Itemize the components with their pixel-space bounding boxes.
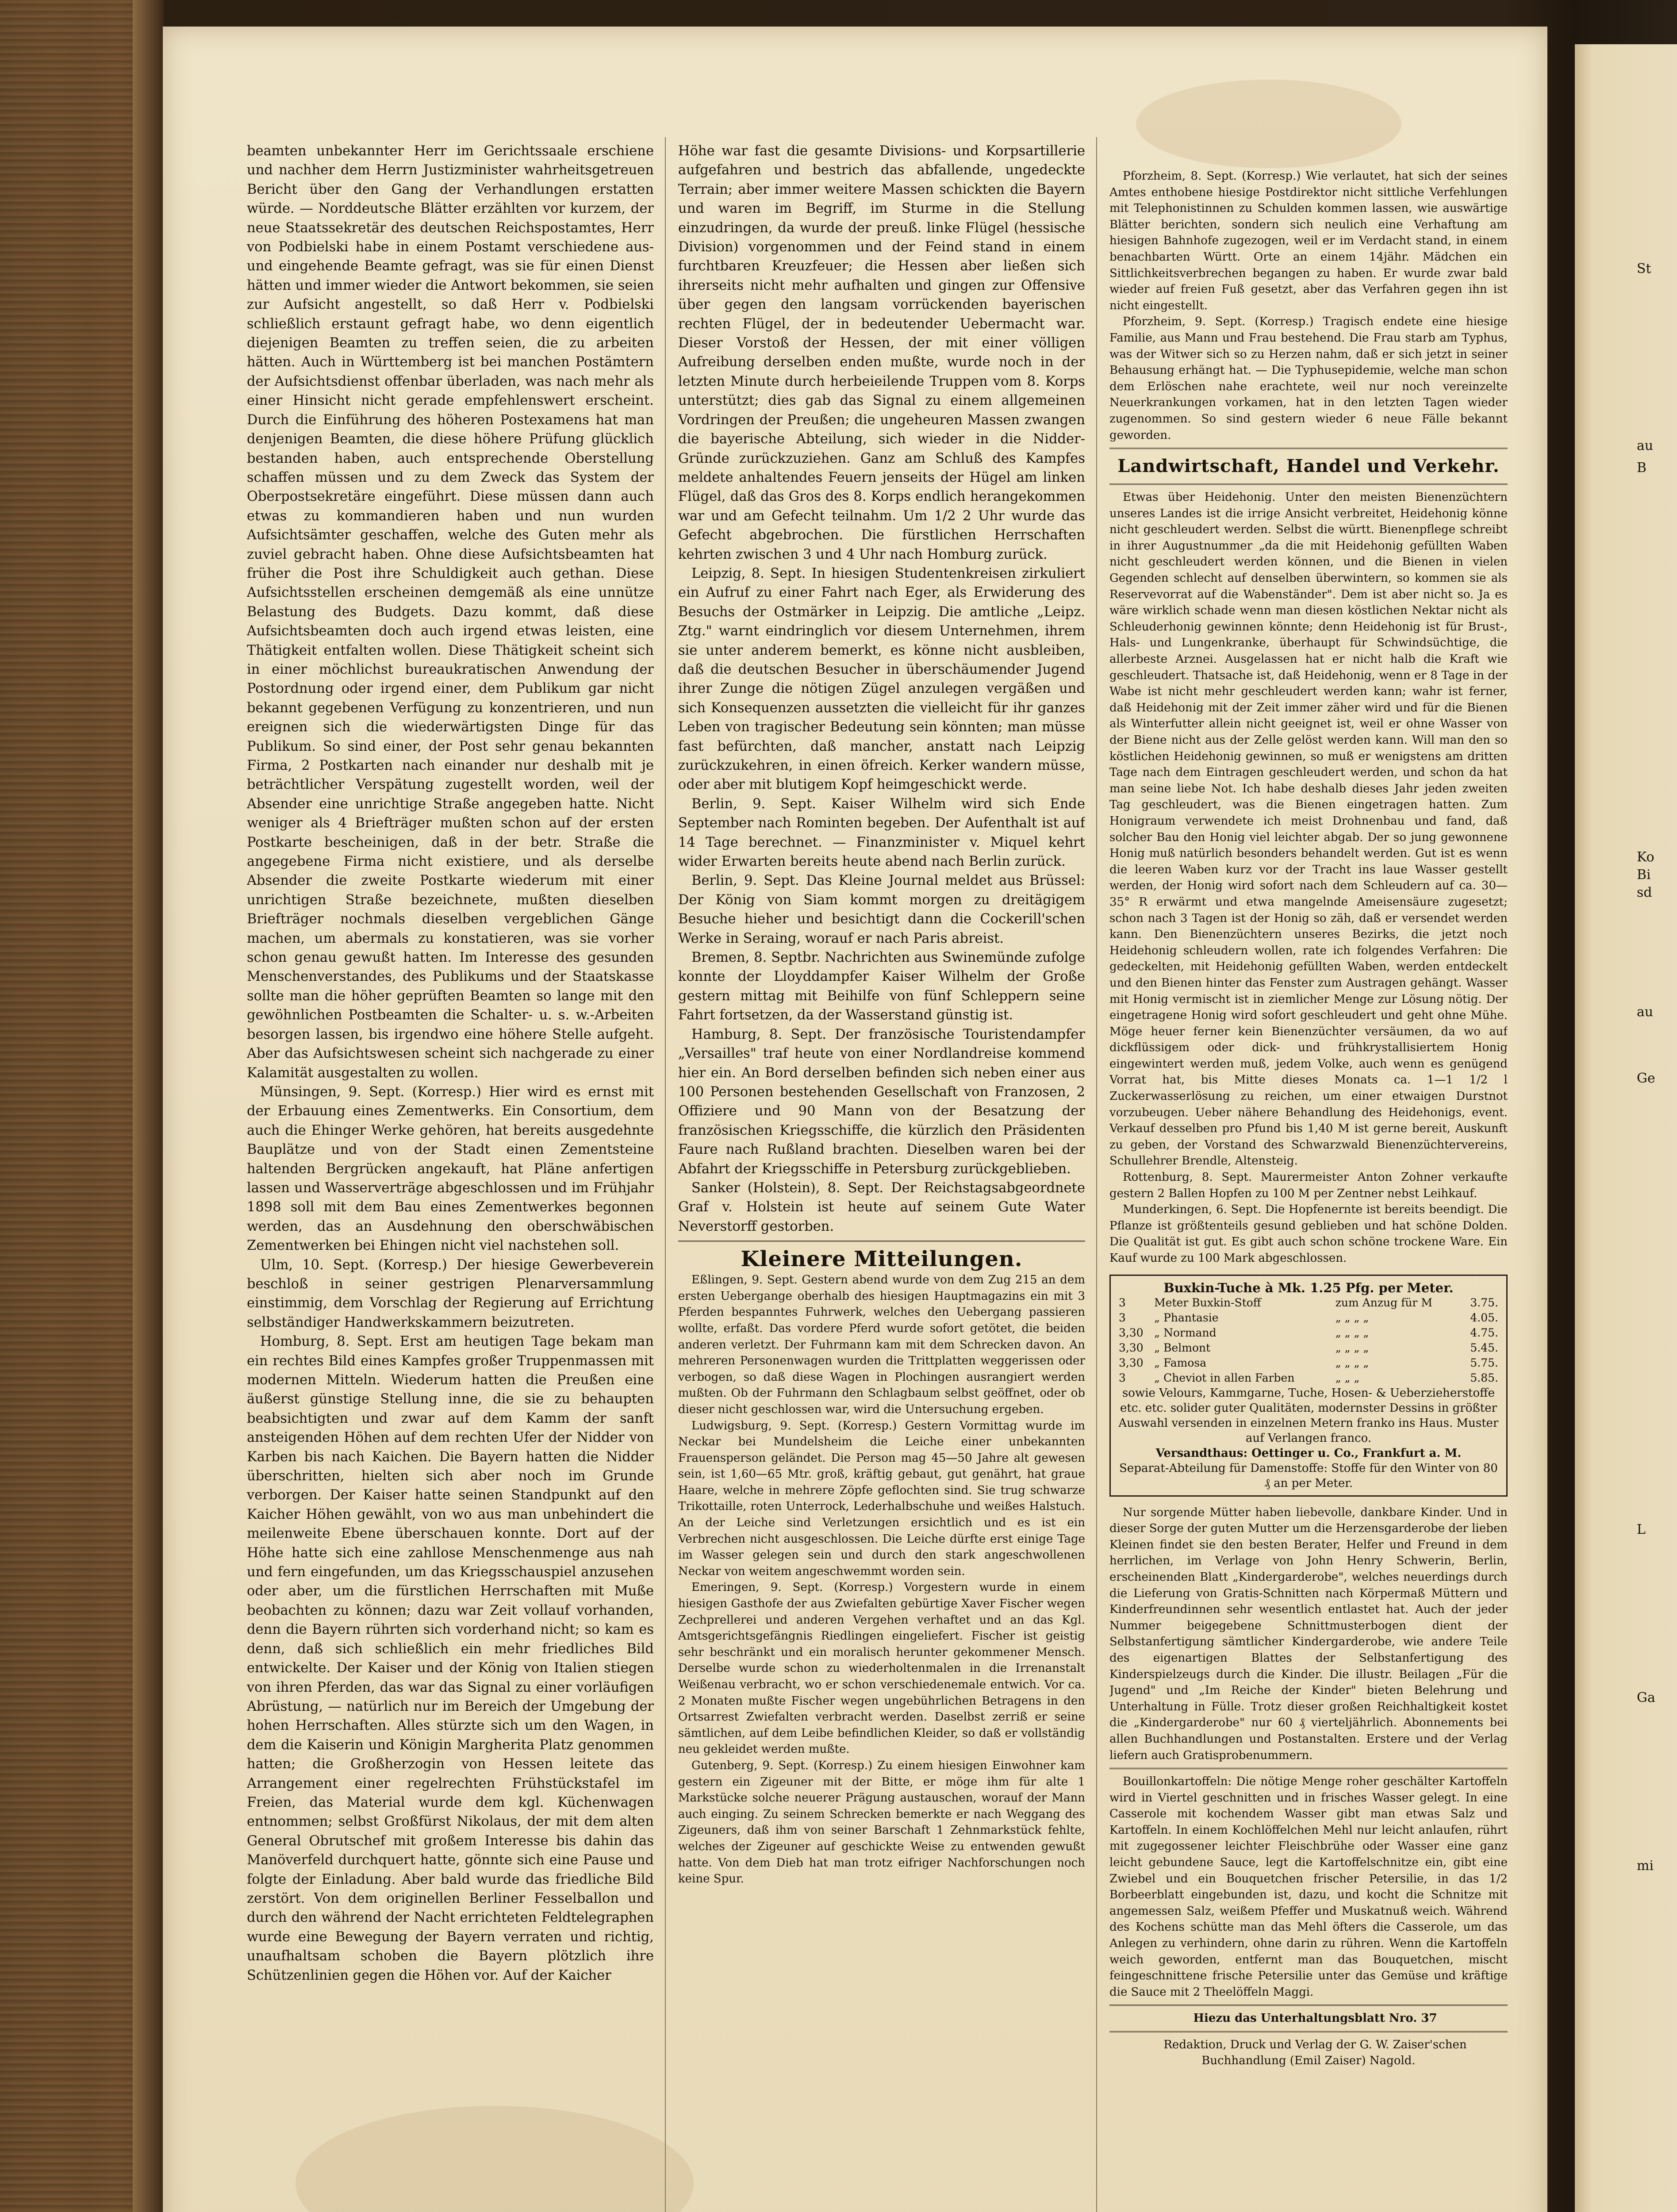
next-page-edge — [1575, 44, 1677, 2212]
column-rule — [1096, 137, 1097, 2212]
next-page-fragment: B — [1637, 460, 1647, 476]
article-text: Berlin, 9. Sept. Kaiser Wilhelm wird sich Ende September nach Rominten begeben. Der Aufenthalt ist auf 14 Tage berechnet. — Finanzminister v. Miquel kehrt wider Erwarten bereits heute abend nach Berlin zurück. — [678, 796, 1085, 870]
ad-qty: 3,30 — [1119, 1356, 1144, 1369]
article-text: Rottenburg, 8. Sept. Maurermeister Anton Zohner verkaufte gestern 2 Ballen Hopfen zu 100 M per Zentner nebst Leihkauf. — [1109, 1171, 1508, 1200]
binding-edge — [133, 0, 164, 2212]
table-row — [1117, 1325, 1500, 1340]
table-row — [1117, 1356, 1500, 1371]
next-page-fragment: Ge — [1637, 1071, 1655, 1086]
table-row — [1117, 1310, 1500, 1325]
ad-price-table — [1117, 1295, 1500, 1386]
ad-qty: 3,30 — [1119, 1326, 1144, 1339]
article-text: Sanker (Holstein), 8. Sept. Der Reichstagsabgeordnete Graf v. Holstein ist heute auf seinem Gute Water Neverstorff gestorben. — [678, 1180, 1085, 1234]
ad-price: 5.45. — [1470, 1341, 1498, 1354]
ad-price: 3.75. — [1470, 1296, 1498, 1309]
ad-item: „ Belmont — [1154, 1341, 1211, 1354]
ad-title: Buxkin-Tuche à Mk. 1.25 Pfg. per Meter. — [1163, 1280, 1454, 1295]
ad-price: 5.85. — [1470, 1371, 1498, 1384]
article-text: Gutenberg, 9. Sept. (Korresp.) Zu einem hiesigen Einwohner kam gestern ein Zigeuner mit der Bitte, er möge ihm für alte 1 Markstücke solche neuerer Prägung austauschen, worauf der Mann auch einging. Zu seinem Schrecken bemerkte er nach Weggang des Zigeuners, daß ihm von seiner Barschaft 1 Zehnmarkstück fehlte, welches der Zigeuner auf geschickte Weise zu entwenden gewußt hatte. Von dem Dieb hat man trotz eifriger Nachforschungen noch keine Spur. — [678, 1759, 1085, 1886]
article-text: Münsingen, 9. Sept. (Korresp.) Hier wird es ernst mit der Erbauung eines Zementwerks. Ein Consortium, dem auch die Ehinger Werke gehören, hat bereits ausgedehnte Bauplätze und von der Stadt einen Zementsteine haltenden Bergrücken angekauft, hat Pläne anfertigen lassen und Wasserverträge abgeschlossen und im Frühjahr 1898 soll mit dem Bau eines Zementwerkes begonnen werden, das an Ausdehnung den oberschwäbischen Zementwerken bei Ehingen nicht viel nachstehen soll. — [247, 1084, 654, 1254]
section-divider — [1109, 448, 1508, 449]
next-page-fragment: Bi — [1637, 867, 1651, 883]
section-divider — [1109, 2031, 1508, 2032]
article-text: Nur sorgende Mütter haben liebevolle, dankbare Kinder. Und in dieser Sorge der guten Mutter um die Herzensgarderobe der lieben Kleinen findet sie den besten Berater, Helfer und Freund in dem herrlichen, im Verlage von John Henry Schwerin, Berlin, erscheinenden Blatt „Kindergarderobe", welches neuerdings durch die Lieferung von Gratis-Schnitten nach Körpermaß Müttern und Kinderfreundinnen sehr wesentlich entlastet hat. Auch der jeder Nummer beigegebene Schnittmusterbogen dient der Selbstanfertigung sämtlicher Kindergarderobe, wie andere Teile des eigenartigen Blattes der Selbstanfertigung des Kinderspielzeugs durch die Kinder. Die illustr. Beilagen „Für die Jugend" und „Im Reiche der Kinder" bieten Belehrung und Unterhaltung in Fülle. Trotz dieser großen Reichhaltigkeit kostet die „Kindergarderobe" nur 60 ₰ vierteljährlich. Abonnements bei allen Buchhandlungen und Postanstalten. Erstere und der Verlag liefern auch Gratisprobenummern. — [1109, 1505, 1508, 1762]
column-1 — [247, 142, 654, 2212]
small-news — [678, 1272, 1085, 1887]
article-text: Bremen, 8. Septbr. Nachrichten aus Swinemünde zufolge konnte der Lloyddampfer Kaiser Wilhelm der Große gestern mittag mit Beihilfe von fünf Schleppern seine Fahrt fortsetzen, da der Wasserstand günstig ist. — [678, 950, 1085, 1023]
article-text: Bouillonkartoffeln: Die nötige Menge roher geschälter Kartoffeln wird in Viertel geschnitten und in frisches Wasser gelegt. In eine Casserole mit kochendem Wasser gibt man etwas Salz und Kartoffeln. In einem Kochlöffelchen Mehl nur leicht anlaufen, rührt mit zugegossener leichter Fleischbrühe oder Wasser eine ganz leicht gebundene Sauce, legt die Kartoffelschnitze ein, gibt eine Zwiebel und ein Bouquetchen frischer Petersilie, in das 1/2 Borbeerblatt eingebunden ist, dazu, und kocht die Schnitze mit angemessen Salz, weißem Pfeffer und Muskatnuß weich. Während des Kochens schütte man das Mehl öfters die Casserole, um das Anlegen zu verhindern, ohne darin zu rühren. Wenn die Kartoffeln weich geworden, entfernt man das Bouquetchen, mischt feingeschnittene frische Petersilie unter das Gemüse und kräftige die Sauce mit 2 Theelöffeln Maggi. — [1109, 1775, 1508, 1999]
article-text: beamten unbekannter Herr im Gerichtssaale erschiene und nachher dem Herrn Justizminister wahrheitsgetreuen Bericht über den Gang der Verhandlungen erstatten würde. — Norddeutsche Blätter erzählten vor kurzem, der neue Staatssekretär des deutschen Reichspostamtes, Herr von Podbielski habe in einem Postamt verschiedene aus- und eingehende Beamte gefragt, was sie für einen Dienst hätten und immer wieder die Antwort bekommen, sie seien zur Aufsicht angestellt, so daß Herr v. Podbielski schließlich erstaunt gefragt habe, wo denn eigentlich diejenigen Beamten zu treffen seien, die zu arbeiten hätten. Auch in Württemberg ist bei manchen Postämtern der Aufsichtsdienst offenbar überladen, was nach mehr als einer Hinsicht nicht gerade empfehlenswert erscheint. Durch die Einführung des höheren Postexamens hat man denjenigen Beamten, die diese höhere Prüfung glücklich bestanden haben, auch entsprechende Oberstellung schaffen müssen und zu dem Zweck das System der Oberpostsekretäre eingeführt. Diese müssen dann auch etwas zu kommandieren haben und nun wurden Aufsichtsämter geschaffen, welche des Guten mehr als zuviel gebracht haben. Ohne diese Aufsichtsbeamten hat früher die Post ihre Schuldigkeit auch gethan. Diese Aufsichtsstellen erscheinen demgemäß als eine unnütze Belastung des Budgets. Dazu kommt, daß diese Aufsichtsbeamten doch auch irgend etwas leisten, eine Thätigkeit entfalten wollen. Diese Thätigkeit scheint sich in einer möchlichst bureaukratischen Anwendung der Postordnung oder irgend einer, dem Publikum gar nicht bekannt gegebenen Verfügung zu konzentrieren, und nun ereignen sich die wiederwärtigsten Dinge für das Publikum. So sind einer, der Post sehr genau bekannten Firma, 2 Postkarten nach einander nur deshalb mit je beträchtlicher Verspätung zugestellt worden, weil der Absender eine unrichtige Straße angegeben hatte. Nicht weniger als 4 Briefträger mußten schon auf der ersten Postkarte bescheinigen, daß in der betr. Straße die angegebene Firma nicht existiere, und als derselbe Absender die zweite Postkarte wiederum mit einer unrichtigen Straße bezeichnete, mußten dieselben Briefträger nochmals dieselben vergeblichen Gänge machen, um abermals zu konstatieren, was sie vorher schon genau gewußt hatten. Im Interesse des gesunden Menschenverstandes, des Publikums und der Staatskasse sollte man die höher geprüften Beamten so lange mit den gewöhnlichen Postbeamten die Schalter- u. s. w.-Arbeiten besorgen lassen, bis irgendwo eine höhere Stelle aufgeht. Aber das Aufsichtswesen scheint sich nachgerade zu einer Kalamität ausgestalten zu wollen. — [247, 143, 654, 1081]
next-page-fragment: St — [1637, 261, 1651, 276]
ad-use: „ „ „ „ — [1335, 1341, 1369, 1354]
section-divider — [1109, 1768, 1508, 1769]
article-text: Höhe war fast die gesamte Divisions- und Korpsartillerie aufgefahren und bestrich das abfallende, ungedeckte Terrain; aber immer weitere Massen schickten die Bayern und waren im Begriff, im Sturme in die Stellung einzudringen, da wurde der preuß. linke Flügel (hessische Division) vorgenommen und der Feind stand in einem furchtbaren Kreuzfeuer; die Hessen aber ließen sich ihrerseits nicht mehr aufhalten und gingen zur Offensive über gegen den langsam vorrückenden bayerischen rechten Flügel, der in bedeutender Uebermacht war. Dieser Vorstoß der Hessen, der mit einer völligen Aufreibung derselben enden mußte, wurde noch in der letzten Minute durch herbeieilende Truppen vom 8. Korps unterstützt; dies gab das Signal zu einem allgemeinen Vordringen der Preußen; die ungeheuren Massen zwangen die bayerische Abteilung, sich wieder in die Nidder-Gründe zurückzuziehen. Ganz am Schluß des Kampfes meldete anhaltendes Feuern jenseits der Hügel am linken Flügel, daß das Gros des 8. Korps endlich herangekommen war und am Gefecht teilnahm. Um 1/2 2 Uhr wurde das Gefecht abgebrochen. Die fürstlichen Herrschaften kehrten zwischen 3 und 4 Uhr nach Homburg zurück. — [678, 143, 1085, 562]
imprint: Redaktion, Druck und Verlag der G. W. Zaiser'schen Buchhandlung (Emil Zaiser) Nagold. — [1163, 2038, 1467, 2067]
next-page-fragment: au — [1637, 438, 1654, 453]
ad-item: Meter Buxkin-Stoff — [1154, 1296, 1261, 1309]
ad-item: „ Normand — [1154, 1326, 1216, 1339]
article-text: Hamburg, 8. Sept. Der französische Touristendampfer „Versailles" traf heute von einer Nordlandreise kommend hier ein. An Bord derselben befinden sich neben einer aus 100 Personen bestehenden Gesellschaft von Franzosen, 2 Offiziere und 90 Mann von der Besatzung der französischen Kriegsschiffe, die kürzlich den Präsidenten Faure nach Rußland brachten. Dieselben waren bei der Abfahrt der Kriegsschiffe in Petersburg zurückgeblieben. — [678, 1026, 1085, 1177]
article-text: Ludwigsburg, 9. Sept. (Korresp.) Gestern Vormittag wurde im Neckar bei Mundelsheim die Leiche einer unbekannten Frauensperson geländet. Die Person mag 45—50 Jahre alt gewesen sein, ist 1,60—65 Mtr. groß, kräftig gebaut, gut genährt, hat graue Haare, welche in mehrere Zöpfe geflochten sind. Sie trug schwarze Trikottaille, roten Unterrock, Lederhalbschuhe und weißes Halstuch. An der Leiche sind Verletzungen ersichtlich und es ist ein Verbrechen nicht ausgeschlossen. Die Leiche dürfte erst einige Tage im Wasser gelegen sein und durch den stark angeschwollenen Neckar von weitem angeschwemmt worden sein. — [678, 1419, 1085, 1578]
ad-use: „ „ „ „ — [1335, 1326, 1369, 1339]
ad-sender: Versandthaus: Oettinger u. Co., Frankfurt a. M. — [1155, 1446, 1462, 1460]
ad-price: 4.75. — [1470, 1326, 1498, 1339]
section-heading: Kleinere Mitteilungen. — [741, 1247, 1023, 1272]
next-page-fragment: au — [1637, 1004, 1654, 1020]
ad-item: „ Famosa — [1154, 1356, 1207, 1369]
article-text: Eßlingen, 9. Sept. Gestern abend wurde von dem Zug 215 an dem ersten Uebergange oberhalb des hiesigen Hauptmagazins ein mit 3 Pferden bespanntes Fuhrwerk, welches den Uebergang passieren wollte, erfaßt. Das vordere Pferd wurde sofort getötet, die beiden anderen verletzt. Der Fuhrmann kam mit dem Schrecken davon. An mehreren Personenwagen wurden die Trittplatten weggerissen oder verbogen, so daß diese Wagen in Plochingen ausrangiert werden mußten. Ob der Fuhrmann den Schlagbaum selbst geöffnet, oder ob dieser nicht geschlossen war, wird die Untersuchung ergeben. — [678, 1273, 1085, 1416]
ad-use: „ „ „ „ — [1335, 1356, 1369, 1369]
ad-qty: 3,30 — [1119, 1341, 1144, 1354]
next-page-fragment: Ko — [1637, 849, 1654, 865]
article-text: Etwas über Heidehonig. Unter den meisten Bienenzüchtern unseres Landes ist die irrige Ansicht verbreitet, Heidehonig könne nicht geschleudert werden. Selbst die württ. Bienenpflege schreibt in ihrer Augustnummer „da die mit Heidehonig gefüllten Waben nicht geschleudert werden können, und die Bienen in vielen Gegenden schlecht auf denselben überwintern, so kommen sie als Reservevorrat auf die Wabenständer". Dem ist aber nicht so. Ja es wäre wirklich schade wenn man diesen köstlichen Nektar nicht als Schleuderhonig gewinnen könnte; denn Heidehonig ist für Brust-, Hals- und Lungenkranke, überhaupt für Schwindsüchtige, die allerbeste Arznei. Ausgelassen hat er nicht halb die Kraft wie geschleudert. Thatsache ist, daß Heidehonig, wenn er 8 Tage in der Wabe ist nicht mehr geschleudert werden kann; wahr ist ferner, daß Heidehonig mit der Zeit immer zäher wird und für die Bienen als Winterfutter allein nicht geeignet ist, weil er ohne Wasser von der Biene nicht aus der Zelle gelöst werden kann. Will man den so köstlichen Heidehonig gewinnen, so muß er wenigstens am dritten Tage nach dem Eintragen geschleudert werden, und schon da hat man seine liebe Not. Ich habe deshalb dieses Jahr jeden zweiten Tag geschleudert, was die Bienen eingetragen hatten. Zum Honigraum verwendete ich meist Drohnenbau und fand, daß solcher Bau den Honig viel leichter abgab. Der so jung gewonnene Honig muß natürlich besonders behandelt werden. Gut ist es wenn die leeren Waben kurz vor der Tracht ins laue Wasser gestellt werden, der Honig wird sofort nach dem Schleudern auf ca. 30—35° R erwärmt und etwa mangelnde Ameisensäure zugesetzt; schon nach 3 Tagen ist der Honig so zäh, daß er versendet werden kann. Den Bienenzüchtern unseres Bezirks, die jetzt noch Heidehonig schleudern wollen, rate ich folgendes Verfahren: Die gedeckelten, mit Heidehonig gefüllten Waben, werden entdeckelt und den Bienen hinter das Fenster zum Austragen gehängt. Wasser mit Honig vermischt ist in ziemlicher Menge zur Lösung nötig. Der eingetragene Honig wird sofort geschleudert und geht ohne Mühe. Möge heuer ferner kein Bienenzüchter versäumen, da wo auf dickflüssigem oder dick- und frühkrystallisiertem Honig eingewintert werden muß, jedem Volke, auch wenn es genügend Vorrat hat, bis Mitte dieses Monats ca. 1—1 1/2 l Zuckerwasserlösung zu reichen, um einer etwaigen Durstnot vorzubeugen. Ueber nähere Behandlung des Heidehonigs, event. Verkauf desselben pro Pfund bis 1,40 M ist gerne bereit, Auskunft zu geben, der Vorstand des Schwarzwald Bienenzüchtervereins, Schullehrer Brendle, Altensteig. — [1109, 491, 1508, 1168]
article-text: Pforzheim, 8. Sept. (Korresp.) Wie verlautet, hat sich der seines Amtes enthobene hiesige Postdirektor nicht sittliche Verfehlungen mit Telephonistinnen zu Schulden kommen lassen, wie auswärtige Blätter berichten, sondern sich neulich eine Verhaftung am hiesigen Bahnhofe zugezogen, weil er im Verdacht stand, in einem benachbarten Württ. Orte an einem 14jähr. Mädchen ein Sittlichkeitsverbrechen begangen zu haben. Er wurde zwar bald wieder auf freien Fuß gesetzt, aber das Verfahren gegen ihn ist nicht eingestellt. — [1109, 169, 1508, 312]
article-text: Berlin, 9. Sept. Das Kleine Journal meldet aus Brüssel: Der König von Siam kommt morgen zu dreitägigem Besuche hieher und besichtigt dann die Cockerill'schen Werke in Seraing, worauf er nach Paris abreist. — [678, 873, 1085, 946]
ad-subtext: Separat-Abteilung für Damenstoffe: Stoffe für den Winter von 80 ₰ an per Meter. — [1119, 1461, 1498, 1490]
section-divider — [678, 1240, 1085, 1242]
table-row — [1117, 1371, 1500, 1386]
table-row — [1117, 1295, 1500, 1310]
supplement-note: Hiezu das Unterhaltungsblatt Nro. 37 — [1193, 2012, 1437, 2025]
column-3 — [1109, 168, 1508, 2212]
article-text: Ulm, 10. Sept. (Korresp.) Der hiesige Gewerbeverein beschloß in seiner gestrigen Plenarversammlung einstimmig, dem Vorschlag der Regierung auf Errichtung selbständiger Handwerkskammern beizutreten. — [247, 1257, 654, 1330]
section-divider — [1109, 2005, 1508, 2006]
ad-use: „ „ „ „ — [1335, 1311, 1369, 1324]
ad-qty: 3 — [1119, 1296, 1126, 1309]
ad-qty: 3 — [1119, 1311, 1126, 1324]
article-text: Munderkingen, 6. Sept. Die Hopfenernte ist bereits beendigt. Die Pflanze ist größtenteils gesund geblieben und hat schöne Dolden. Die Qualität ist gut. Es gibt auch schon schöne trockene Ware. Ein Kauf wurde zu 100 Mark abgeschlossen. — [1109, 1203, 1508, 1265]
next-page-fragment: Ga — [1637, 1690, 1655, 1705]
ad-use: zum Anzug für M — [1335, 1296, 1432, 1309]
column-rule — [665, 137, 666, 2212]
section-divider — [1109, 484, 1508, 485]
newspaper-page — [163, 27, 1547, 2212]
ad-price: 4.05. — [1470, 1311, 1498, 1324]
ad-price: 5.75. — [1470, 1356, 1498, 1369]
advertisement — [1109, 1275, 1508, 1497]
section-heading: Landwirtschaft, Handel und Verkehr. — [1117, 456, 1500, 477]
next-page-fragment: sd — [1637, 885, 1652, 900]
paper-stain — [1136, 80, 1401, 168]
column-2 — [678, 142, 1085, 2212]
table-row — [1117, 1340, 1500, 1356]
ad-use: „ „ „ — [1335, 1371, 1360, 1384]
ad-item: „ Cheviot in allen Farben — [1154, 1371, 1295, 1384]
article-text: Emeringen, 9. Sept. (Korresp.) Vorgestern wurde in einem hiesigen Gasthofe der aus Zwiefalten gebürtige Xaver Fischer wegen Zechprellerei und anderen Vergehen verhaftet und an das Kgl. Amtsgerichtsgefängnis Riedlingen eingeliefert. Fischer ist geistig sehr beschränkt und ein moralisch herunter gekommener Mensch. Derselbe wurde schon zu wiederholtenmalen in die Irrenanstalt Weißenau verbracht, wo er schon verschiedenemale entwich. Vor ca. 2 Monaten mußte Fischer wegen ungebührlichen Betragens in den Ortsarrest Zwiefalten verbracht werden. Daselbst zerriß er seine sämtlichen, auf dem Leibe befindlichen Kleider, so daß er vollständig neu gekleidet werden mußte. — [678, 1581, 1085, 1756]
next-page-fragment: L — [1637, 1522, 1646, 1537]
ad-qty: 3 — [1119, 1371, 1126, 1384]
ad-body: sowie Velours, Kammgarne, Tuche, Hosen- & Ueberzieherstoffe etc. etc. solider guter Qualitäten, modernster Dessins in größter Auswahl versenden in einzelnen Metern franko ins Haus. Muster auf Verlangen franco. — [1118, 1386, 1499, 1445]
next-page-fragment: mi — [1637, 1858, 1654, 1874]
article-text: Pforzheim, 9. Sept. (Korresp.) Tragisch endete eine hiesige Familie, aus Mann und Frau bestehend. Die Frau starb am Typhus, was der Witwer sich so zu Herzen nahm, daß er sich jetzt in seiner Behausung erhängt hat. — Die Typhusepidemie, welche man schon dem Erlöschen nahe erachtete, weil nur noch vereinzelte Neuerkrankungen vorkamen, hat in den letzten Tagen wieder zugenommen. So sind gestern wieder 6 neue Fälle bekannt geworden. — [1109, 315, 1508, 442]
ad-item: „ Phantasie — [1154, 1311, 1219, 1324]
article-text: Homburg, 8. Sept. Erst am heutigen Tage bekam man ein rechtes Bild eines Kampfes großer Truppenmassen mit modernen Mitteln. Wiederum hatten die Preußen eine äußerst günstige Stellung inne, die sie zu behaupten beabsichtigten und zwar auf dem Kamm der sanft ansteigenden Höhen auf dem rechten Ufer der Nidder von Karben bis nach Kaichen. Die Bayern hatten die Nidder überschritten, hielten sich aber noch im Grunde verborgen. Der Kaiser hatte seinen Standpunkt auf den Kaicher Höhen gewählt, von wo aus man unbehindert die meilenweite Ebene überschauen konnte. Dort auf der Höhe hatte sich eine zahllose Menschenmenge aus nah und fern eingefunden, um das Kriegsschauspiel anzusehen oder aber, um die fürstlichen Herrschaften mit Muße beobachten zu können; dazu war Zeit vollauf vorhanden, denn die Bayern rührten sich vorderhand nicht; so kam es denn, daß sich schließlich ein mehr friedliches Bild entwickelte. Der Kaiser und der König von Italien stiegen von ihren Pferden, das war das Signal zu einer vorläufigen Abrüstung, — natürlich nur im Bereich der Umgebung der hohen Herrschaften. Alles stürzte sich um den Wagen, in dem die Kaiserin und Königin Margherita Platz genommen hatten; die Großherzogin von Hessen leitete das Arrangement einer regelrechten Frühstückstafel im Freien, das Material wurde dem kgl. Küchenwagen entnommen; selbst Großfürst Nikolaus, der mit dem alten General Obrutschef mit großem Interesse bis dahin das Manöverfeld durchquert hatte, gönnte sich eine Pause und folgte der Einladung. Aber bald wurde das friedliche Bild zerstört. Von dem originellen Berliner Fesselballon und durch den während der Nacht errichteten Feldtelegraphen wurde eine Bewegung der Bayern verraten und richtig, unaufhaltsam schoben die Bayern plötzlich ihre Schützenlinien gegen die Höhen vor. Auf der Kaicher — [247, 1334, 654, 1983]
article-text: Leipzig, 8. Sept. In hiesigen Studentenkreisen zirkuliert ein Aufruf zu einer Fahrt nach Eger, als Erwiderung des Besuchs der Ostmärker in Leipzig. Die amtliche „Leipz. Ztg." warnt eindringlich vor diesem Unternehmen, ihrem sie unter anderem bemerkt, es könne nicht ausbleiben, daß die deutschen Besucher in überschäumender Jugend ihrer Zunge die nötigen Zügel anzulegen vergäßen und sich Konsequenzen aussetzten die vielleicht für ihr ganzes Leben von tragischer Bedeutung sein könnten; man müsse fast befürchten, daß mancher, anstatt nach Leipzig zurückzukehren, in einen öfreich. Kerker wandern müsse, oder aber mit blutigem Kopf heimgeschickt werde. — [678, 565, 1085, 793]
